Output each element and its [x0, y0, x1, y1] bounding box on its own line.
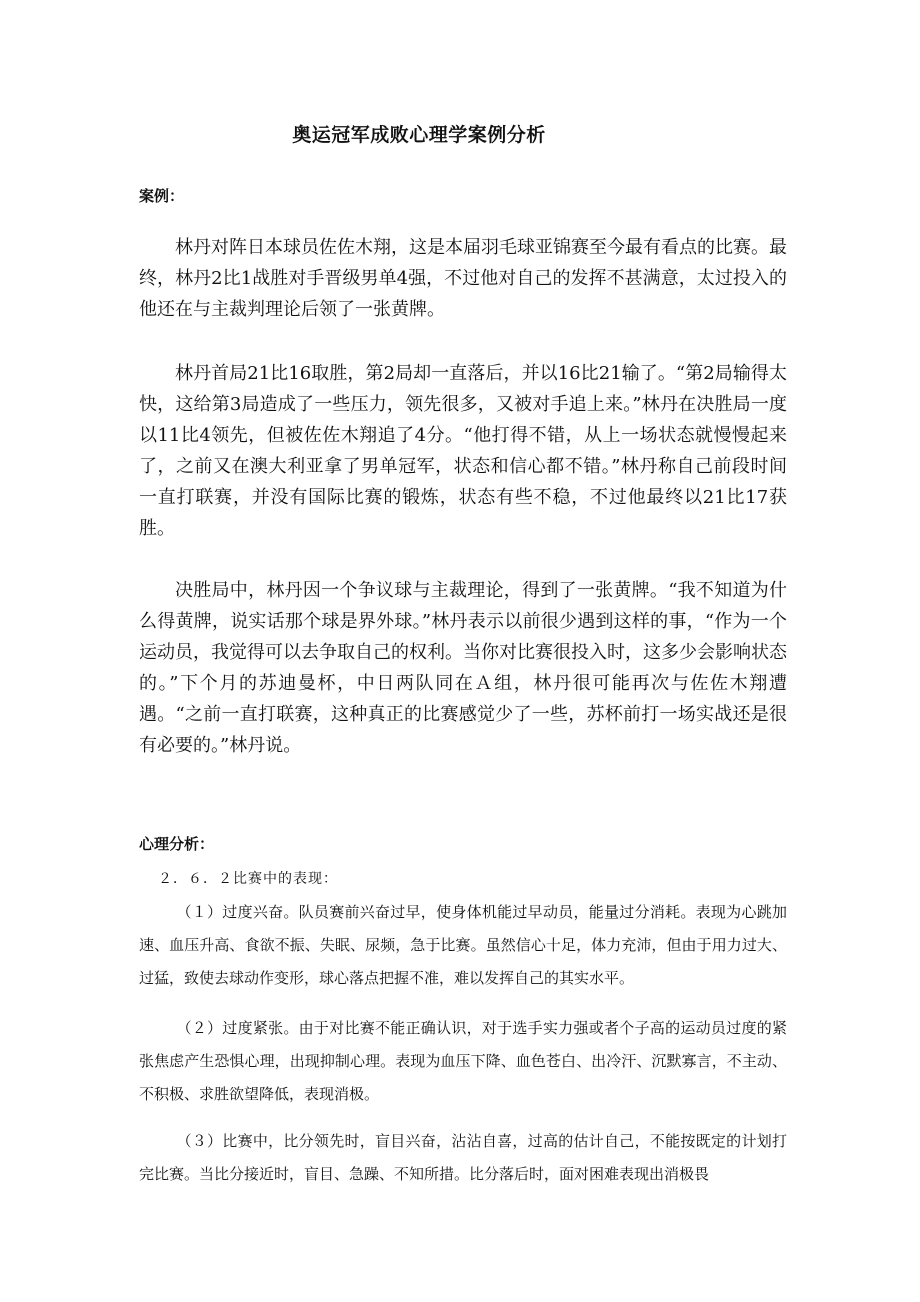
case-paragraph-1: 林丹对阵日本球员佐佐木翔，这是本届羽毛球亚锦赛至今最有看点的比赛。最终，林丹2比1战胜对手晋级男单4强，不过他对自己的发挥不甚满意，太过投入的他还在与主裁判理论后领了一张黄牌。	[139, 237, 787, 320]
analysis-item-1: （１）过度兴奋。队员赛前兴奋过早，使身体机能过早动员，能量过分消耗。表现为心跳加速、血压升高、食欲不振、失眠、尿频，急于比赛。虽然信心十足，体力充沛，但由于用力过大、过猛，致使去球动作变形，球心落点把握不准，难以发挥自己的其实水平。	[139, 903, 787, 987]
case-section-label: 案例：	[139, 187, 185, 205]
analysis-item-2: （２）过度紧张。由于对比赛不能正确认识，对于选手实力强或者个子高的运动员过度的紧张焦虑产生恐惧心理，出现抑制心理。表现为血压下降、血色苍白、出冷汗、沉默寡言，不主动、不积极、求胜欲望降低，表现消极。	[139, 1019, 787, 1103]
case-paragraph-2: 林丹首局21比16取胜，第2局却一直落后，并以16比21输了。“第2局输得太快，这给第3局造成了一些压力，领先很多，又被对手追上来。”林丹在决胜局一度以11比4领先，但被佐佐木翔追了4分。“他打得不错，从上一场状态就慢慢起来了，之前又在澳大利亚拿了男单冠军，状态和信心都不错。”林丹称自己前段时间一直打联赛，并没有国际比赛的锻炼，状态有些不稳，不过他最终以21比17获胜。	[139, 363, 787, 539]
analysis-subheading: ２．６．２比赛中的表现：	[158, 871, 338, 887]
document-title: 奥运冠军成败心理学案例分析	[292, 124, 546, 146]
analysis-item-3: （３）比赛中，比分领先时，盲目兴奋，沾沾自喜，过高的估计自己，不能按既定的计划打完比赛。当比分接近时，盲目、急躁、不知所措。比分落后时，面对困难表现出消极畏	[139, 1132, 787, 1183]
analysis-section-label: 心理分析：	[139, 835, 215, 853]
case-paragraph-3: 决胜局中，林丹因一个争议球与主裁理论，得到了一张黄牌。“我不知道为什么得黄牌，说实话那个球是界外球。”林丹表示以前很少遇到这样的事，“作为一个运动员，我觉得可以去争取自己的权利。当你对比赛很投入时，这多少会影响状态的。”下个月的苏迪曼杯，中日两队同在Ａ组，林丹很可能再次与佐佐木翔遭遇。“之前一直打联赛，这种真正的比赛感觉少了一些，苏杯前打一场实战还是很有必要的。”林丹说。	[139, 580, 787, 756]
